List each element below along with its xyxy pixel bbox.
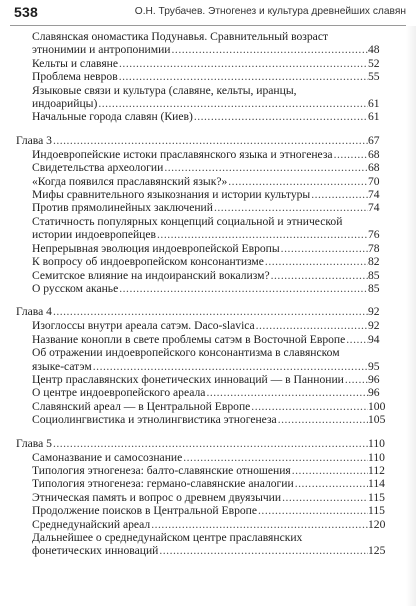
toc-entry-line: Индоевропейские истоки праславянского языка и этногенеза: [32, 147, 333, 161]
toc-entry-line: Продолжение поисков в Центральной Европе: [32, 504, 258, 518]
toc-entry-line: Этническая память и вопрос о древнем двуязычии: [32, 490, 282, 504]
toc-page-number: 96: [368, 386, 380, 400]
toc-entry: [16, 413, 390, 426]
toc-entry-line: Об отражении индоевропейского консонантизма в славянском: [32, 346, 340, 360]
chapter-heading: [16, 305, 390, 319]
leader-dots: [53, 437, 368, 451]
toc-page-number: 85: [368, 268, 380, 282]
toc-entry-line: О центре индоевропейского ареала: [32, 386, 206, 400]
toc-page-number: 74: [368, 188, 380, 202]
toc-entry: [16, 242, 390, 255]
leader-dots: [251, 400, 368, 413]
toc-entry: [16, 30, 390, 57]
leader-dots: [271, 269, 368, 282]
toc-entry-last-line: [32, 43, 368, 56]
toc-entry: [16, 161, 390, 174]
leader-dots: [53, 134, 368, 148]
toc-entry: [16, 373, 390, 386]
chapter-title: Глава 3: [16, 133, 52, 147]
toc-entry: [16, 400, 390, 413]
leader-dots: [258, 504, 368, 517]
leader-dots: [292, 464, 368, 477]
toc-entry-line: Статичность популярных концепций социальной и этнической: [32, 214, 343, 228]
toc-entry-last-line: [32, 451, 368, 464]
toc-entry: [16, 464, 390, 477]
toc-entry-line: «Когда появился праславянский язык?»: [32, 174, 228, 188]
chapter-title: Глава 5: [16, 436, 52, 450]
toc-page-number: 61: [368, 97, 380, 111]
toc-page-number: 105: [368, 413, 386, 427]
toc-entry-line: Кельты и славяне: [32, 56, 119, 70]
toc-entry-last-line: [32, 544, 368, 557]
leader-dots: [295, 477, 368, 490]
leader-dots: [119, 282, 368, 295]
leader-dots: [282, 491, 368, 504]
page-header: [14, 2, 406, 24]
toc-entry-last-line: [32, 242, 368, 255]
page-number: 538: [14, 4, 38, 20]
toc-entry-last-line: [32, 413, 368, 426]
toc-entry: [16, 477, 390, 490]
toc-entry: [16, 491, 390, 504]
toc-page-number: 112: [368, 463, 385, 477]
chapter-page-number: 110: [368, 436, 385, 450]
toc-entry-last-line: [32, 333, 368, 346]
toc-page-number: 82: [368, 255, 380, 269]
toc-entry-line: Название конопли в свете проблемы сатэм в Восточной Европе: [32, 332, 346, 346]
toc-page-number: 120: [368, 517, 386, 531]
chapter-title: Глава 4: [16, 305, 52, 319]
toc-entry-last-line: [32, 373, 368, 386]
toc-entry-last-line: [32, 386, 368, 399]
toc-entry-line: Центр праславянских фонетических инноваций — в Паннонии: [32, 372, 344, 386]
leader-dots: [119, 57, 368, 70]
toc-entry-last-line: [32, 464, 368, 477]
toc-entry: [16, 504, 390, 517]
leader-dots: [157, 228, 368, 241]
leader-dots: [172, 43, 368, 56]
toc-entry-last-line: [32, 110, 368, 123]
toc-entry: [16, 333, 390, 346]
toc-entry: [16, 201, 390, 214]
toc-page-number: 115: [368, 490, 385, 504]
leader-dots: [334, 148, 368, 161]
leader-dots: [194, 110, 368, 123]
toc-entry: [16, 518, 390, 531]
toc-entry: [16, 531, 390, 558]
toc-entry-line: Типология этногенеза: германо-славянские аналогии: [32, 477, 294, 491]
toc-entry-line: Проблема невров: [32, 70, 118, 84]
toc-page-number: 95: [368, 359, 380, 373]
leader-dots: [98, 97, 368, 110]
toc-page-number: 48: [368, 43, 380, 57]
toc-entry-line: Славянская ономастика Подунавья. Сравнительный возраст: [32, 30, 329, 43]
toc-entry-line: Типология этногенеза: балто-славянские отношения: [32, 463, 291, 477]
leader-dots: [53, 305, 368, 319]
toc-entry: [16, 57, 390, 70]
toc-entry-line: фонетических инноваций: [32, 544, 159, 558]
toc-entry-line: Социолингвистика и этнолингвистика этногенеза: [32, 413, 277, 427]
toc-page-number: 68: [368, 161, 380, 175]
toc-entry: [16, 70, 390, 83]
toc-entry: [16, 110, 390, 123]
toc-entry-line: Самоназвание и самосознание: [32, 450, 183, 464]
leader-dots: [256, 319, 368, 332]
page-edge-shadow: [406, 26, 416, 606]
leader-dots: [278, 413, 368, 426]
toc-page-number: 114: [368, 477, 385, 491]
toc-entry-last-line: [32, 57, 368, 70]
leader-dots: [151, 518, 368, 531]
toc-page-number: 74: [368, 201, 380, 215]
chapter-heading: [16, 134, 390, 148]
leader-dots: [311, 188, 368, 201]
toc-page-number: 125: [368, 544, 386, 558]
toc-entry-last-line: [32, 319, 368, 332]
toc-entry-line: Дальнейшее о среднедунайском центре праславянских: [32, 531, 303, 544]
toc-entry-line: Языковые связи и культура (славяне, кельты, иранцы,: [32, 83, 297, 97]
leader-dots: [228, 175, 368, 188]
toc-page-number: 100: [368, 399, 386, 413]
leader-dots: [345, 373, 368, 386]
toc-page-number: 55: [368, 70, 380, 84]
leader-dots: [93, 360, 368, 373]
toc-entry: [16, 148, 390, 161]
toc-page-number: 78: [368, 241, 380, 255]
toc-entry-last-line: [32, 161, 368, 174]
chapter-page-number: 67: [368, 133, 380, 147]
toc-page-number: 76: [368, 228, 380, 242]
toc-entry-line: истории индоевропейцев: [32, 228, 157, 242]
chapter-page-number: 92: [368, 305, 380, 319]
table-of-contents: [16, 30, 390, 558]
toc-entry-line: Непрерывная эволюция индоевропейской Европы: [32, 241, 280, 255]
leader-dots: [281, 242, 368, 255]
toc-entry: [16, 175, 390, 188]
toc-entry-line: Славянский ареал — в Центральной Европе: [32, 399, 251, 413]
toc-entry-last-line: [32, 175, 368, 188]
toc-entry-line: языке-сатэм: [32, 359, 92, 373]
toc-page-number: 85: [368, 281, 380, 295]
toc-entry-line: Свидетельства археологии: [32, 161, 164, 175]
toc-entry: [16, 282, 390, 295]
toc-entry-line: Начальные города славян (Киев): [32, 110, 193, 124]
toc-entry-line: Семитское влияние на индоиранский вокализм?: [32, 268, 270, 282]
toc-entry-last-line: [32, 491, 368, 504]
toc-entry: [16, 188, 390, 201]
toc-page-number: 94: [368, 332, 380, 346]
leader-dots: [159, 544, 368, 557]
toc-page-number: 115: [368, 504, 385, 518]
leader-dots: [265, 255, 368, 268]
toc-entry-last-line: [32, 97, 368, 110]
toc-entry-last-line: [32, 477, 368, 490]
toc-entry-line: Мифы сравнительного языкознания и истории культуры: [32, 188, 311, 202]
toc-entry: [16, 269, 390, 282]
toc-entry-last-line: [32, 70, 368, 83]
chapter-heading: [16, 437, 390, 451]
toc-entry-line: индоарийцы): [32, 97, 98, 111]
toc-entry-last-line: [32, 148, 368, 161]
leader-dots: [346, 333, 368, 346]
toc-page-number: 61: [368, 110, 380, 124]
toc-page-number: 92: [368, 319, 380, 333]
toc-entry-last-line: [32, 201, 368, 214]
toc-page-number: 70: [368, 174, 380, 188]
toc-entry-line: К вопросу об индоевропейском консонантизме: [32, 255, 264, 269]
leader-dots: [214, 201, 368, 214]
running-head: О.Н. Трубачев. Этногенез и культура древнейших славян: [134, 6, 406, 17]
toc-entry-last-line: [32, 282, 368, 295]
header-rule: [10, 25, 406, 26]
leader-dots: [183, 451, 368, 464]
toc-entry-line: Против прямолинейных заключений: [32, 201, 213, 215]
toc-entry: [16, 451, 390, 464]
toc-entry-line: Среднедунайский ареал: [32, 517, 151, 531]
toc-entry-last-line: [32, 228, 368, 241]
toc-page-number: 96: [368, 372, 380, 386]
toc-page-number: 110: [368, 450, 385, 464]
toc-entry-line: Изоглоссы внутри ареала сатэм. Daco-slavica: [32, 319, 255, 333]
toc-entry: [16, 319, 390, 332]
toc-entry: [16, 255, 390, 268]
toc-entry-line: О русском аканье: [32, 281, 119, 295]
toc-entry-line: этнонимии и антропонимии: [32, 43, 171, 57]
toc-entry-last-line: [32, 269, 368, 282]
leader-dots: [119, 70, 368, 83]
toc-entry: [16, 215, 390, 242]
toc-entry-last-line: [32, 504, 368, 517]
toc-entry-last-line: [32, 255, 368, 268]
toc-entry: [16, 386, 390, 399]
toc-entry-last-line: [32, 400, 368, 413]
leader-dots: [206, 386, 368, 399]
toc-entry-last-line: [32, 188, 368, 201]
toc-entry-last-line: [32, 518, 368, 531]
leader-dots: [164, 161, 368, 174]
toc-page-number: 52: [368, 56, 380, 70]
toc-entry: [16, 84, 390, 111]
toc-entry: [16, 346, 390, 373]
toc-page-number: 68: [368, 147, 380, 161]
toc-entry-last-line: [32, 360, 368, 373]
